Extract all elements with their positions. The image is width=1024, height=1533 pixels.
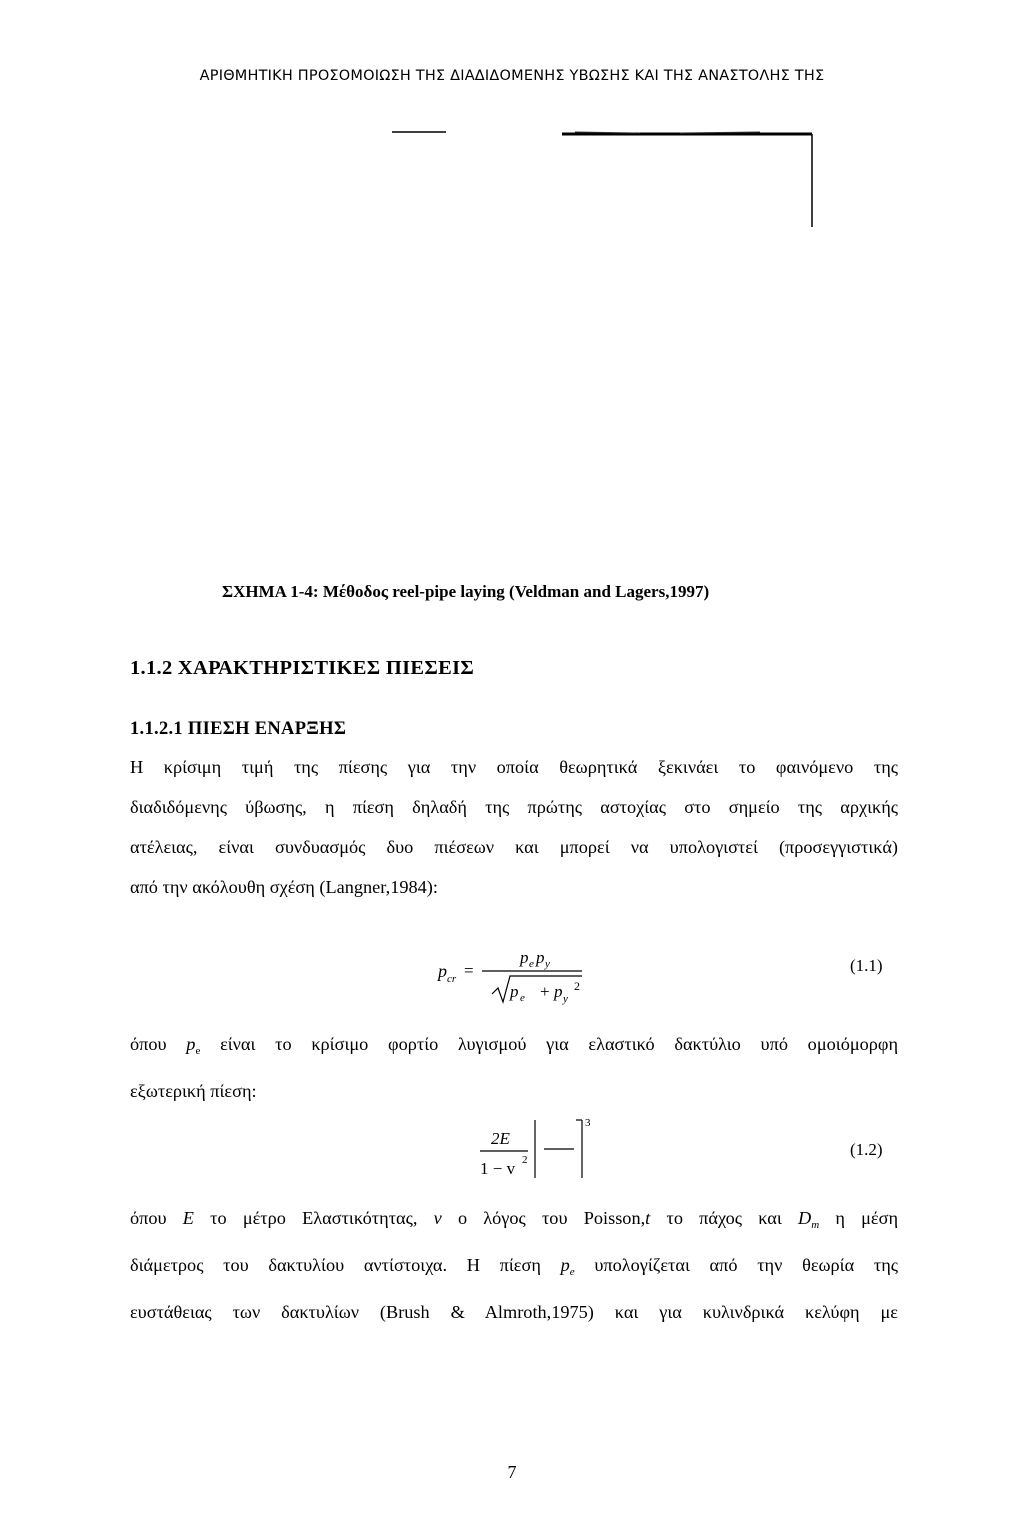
paragraph-1-line: από την ακόλουθη σχέση (Langner,1984): <box>130 877 438 897</box>
paragraph-1-line: Η κρίσιμη τιμή της πίεσης για την οποία θεωρητικά ξεκινάει το φαινόμενο της <box>130 757 898 777</box>
p2-text-b: είναι το κρίσιμο φορτίο λυγισμού για ελαστικό δακτύλιο υπό ομοιόμορφη <box>220 1034 899 1054</box>
paragraph-1 <box>130 747 898 907</box>
equation-1 <box>436 946 606 1006</box>
symbol-E: E <box>182 1208 194 1228</box>
symbol-Dm: $D_m$ <box>798 1208 820 1231</box>
eq1-den-1: p <box>510 982 519 1001</box>
p2-symbol: $p_e$ <box>186 1034 201 1057</box>
eq1-den-1-sub: e <box>520 992 525 1004</box>
running-header: ΑΡΙΘΜΗΤΙΚΗ ΠΡΟΣΟΜΟΙΩΣΗ ΤΗΣ ΔΙΑΔΙΔΟΜΕΝΗΣ ΥΒΩΣΗΣ ΚΑΙ ΤΗΣ ΑΝΑΣΤΟΛΗΣ ΤΗΣ <box>199 68 825 84</box>
paragraph-3-line: όπου E το μέτρο Ελαστικότητας, v ο λόγος του Poisson,t το πάχος και $D_m$ η μέση <box>130 1208 899 1231</box>
symbol-v: v <box>433 1208 442 1228</box>
paragraph-1-line: ατέλειας, είναι συνδυασμός δυο πιέσεων και μπορεί να υπολογιστεί (προσεγγιστικά) <box>130 837 898 857</box>
page-number: 7 <box>507 1462 517 1482</box>
eq1-den-plus: + <box>540 982 550 1001</box>
paragraph-1-line: διαδιδόμενης ύβωσης, η πίεση δηλαδή της πρώτης αστοχίας στο σημείο της αρχικής <box>130 797 898 817</box>
eq1-lhs: p <box>438 961 447 981</box>
eq1-lhs-sub: cr <box>447 973 457 985</box>
subsection-heading: 1.1.2.1 ΠΙΕΣΗ ΕΝΑΡΞΗΣ <box>130 719 347 739</box>
eq2-exp: 3 <box>585 1117 591 1129</box>
eq1-num-1: p <box>520 948 529 967</box>
paragraph-3-line: διάμετρος του δακτυλίου αντίστοιχα. Η πίεση $p_e$ υπολογίζεται από την θεωρία της <box>130 1255 898 1278</box>
paragraph-3 <box>130 1198 898 1332</box>
figure-caption: ΣΧΗΜΑ 1-4: Μέθοδος reel-pipe laying (Veldman and Lagers,1997) <box>222 582 710 601</box>
paragraph-2-line <box>130 1024 898 1071</box>
eq1-den-2: p <box>554 982 563 1001</box>
eq1-num-2: p <box>536 948 545 967</box>
paragraph-3-line: ευστάθειας των δακτυλίων (Brush & Almroth,1975) και για κυλινδρικά κελύφη με <box>130 1302 898 1322</box>
eq2-den-exp: 2 <box>522 1154 528 1166</box>
paragraph-2 <box>130 1024 898 1111</box>
eq1-num-1-sub: e <box>529 958 534 970</box>
equation-2 <box>478 1114 608 1180</box>
eq1-den-exp: 2 <box>574 979 580 993</box>
section-heading: 1.1.2 ΧΑΡΑΚΤΗΡΙΣΤΙΚΕΣ ΠΙΕΣΕΙΣ <box>130 657 475 679</box>
symbol-t: t <box>645 1208 651 1228</box>
p2-text-a: όπου <box>130 1034 167 1054</box>
eq2-denominator: 1 − v <box>480 1159 516 1178</box>
eq1-num-2-sub: y <box>545 958 550 970</box>
eq1-sqrt-sign <box>492 976 582 1002</box>
paragraph-2-line: εξωτερική πίεση: <box>130 1081 257 1101</box>
equation-2-number: (1.2) <box>850 1140 883 1159</box>
equation-1-number: (1.1) <box>850 956 883 975</box>
figure-remnant-lines <box>0 125 1024 235</box>
eq1-equals: = <box>464 961 474 980</box>
eq1-den-2-sub: y <box>563 993 568 1005</box>
eq2-numerator: 2E <box>491 1129 510 1148</box>
symbol-pe: $p_e$ <box>560 1255 575 1278</box>
